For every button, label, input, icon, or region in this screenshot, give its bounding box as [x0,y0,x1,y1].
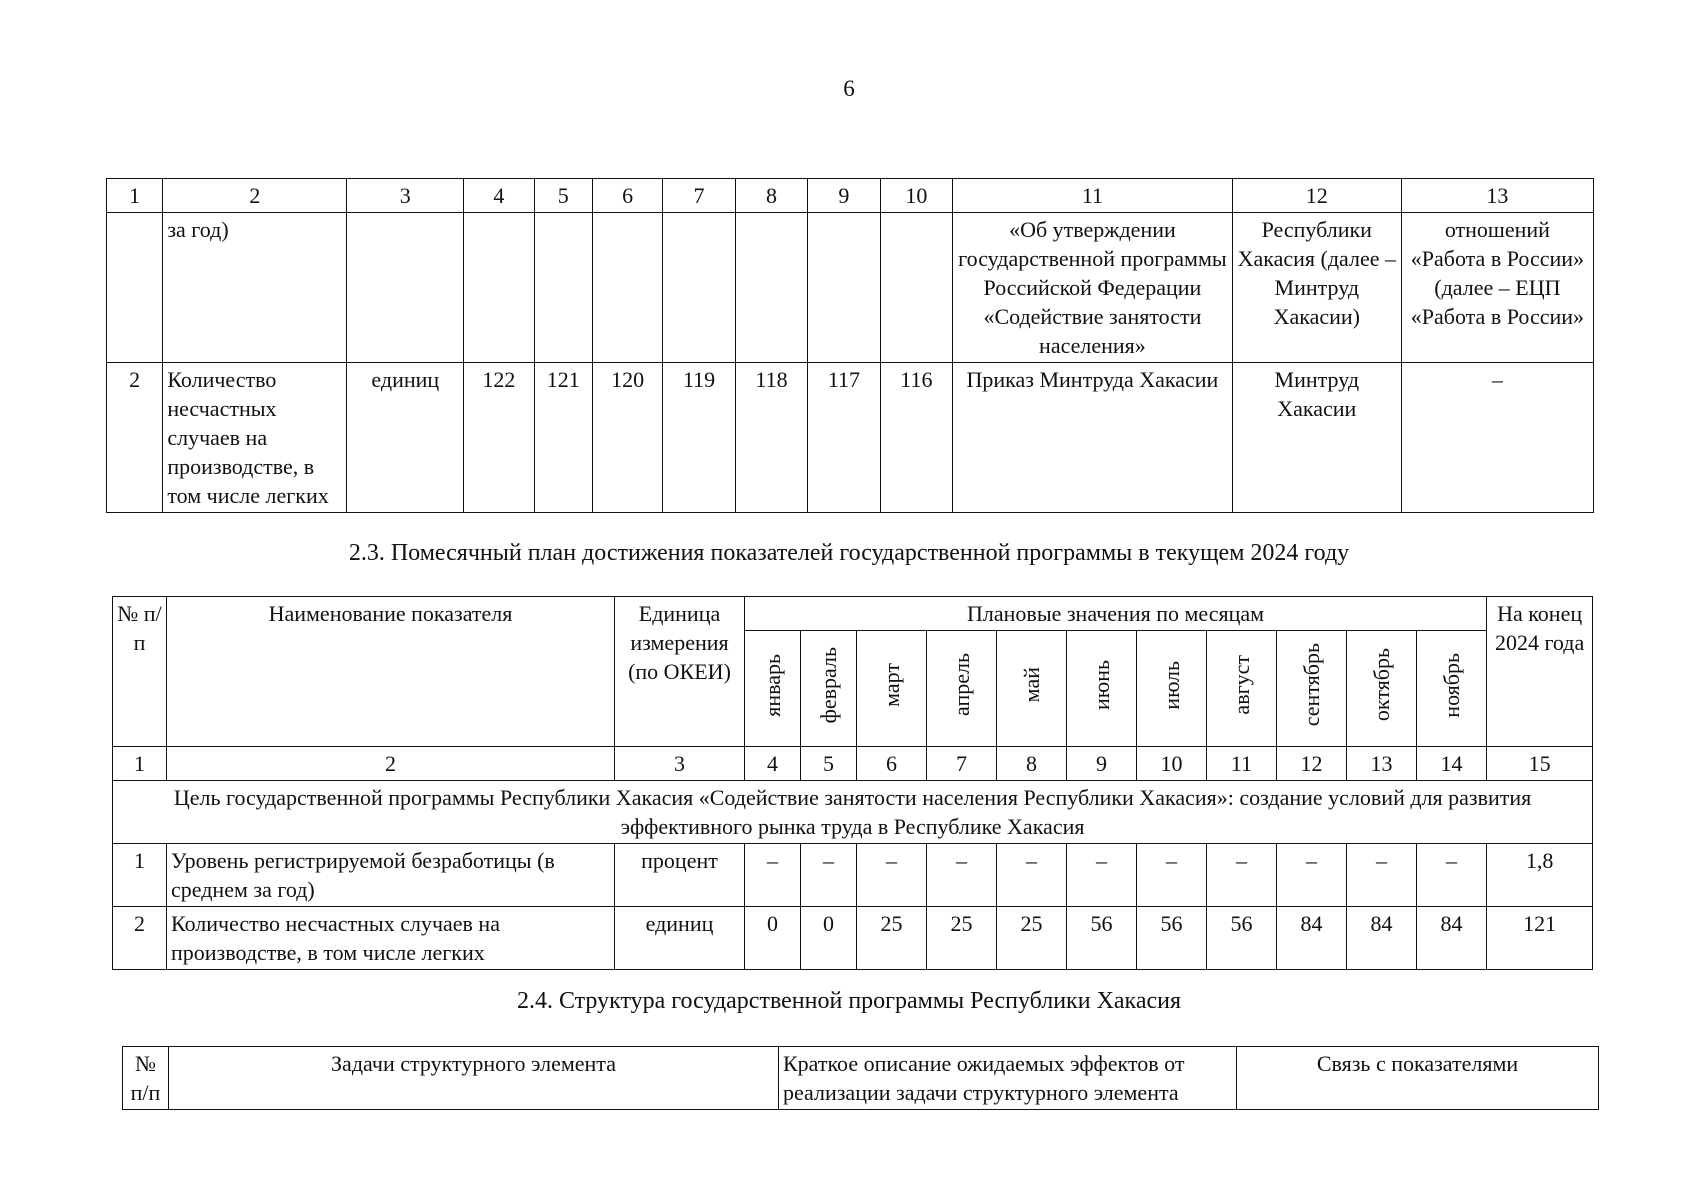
header-unit: Единица измерения (по ОКЕИ) [615,597,745,747]
row-number: 1 [113,844,167,907]
value-cell: 119 [663,363,735,513]
col-number: 5 [801,747,857,781]
indicator-name-cell: Уровень регистрируемой безработицы (в среднем за год) [167,844,615,907]
indicators-table-continued [106,178,1594,513]
page-number: 6 [843,76,855,101]
month-value: – [1347,844,1417,907]
month-value: – [857,844,927,907]
column-number-row [107,179,1594,213]
month-header: июль [1137,631,1207,747]
month-header: сентябрь [1277,631,1347,747]
table-row [107,363,1594,513]
info-system-cell: отношений «Работа в России» (далее – ЕЦП «Работа в России» [1401,213,1593,363]
month-header: ноябрь [1417,631,1487,747]
table-row [113,907,1593,970]
month-value: – [927,844,997,907]
header-num: № п/п [113,597,167,747]
responsible-cell: Минтруд Хакасии [1232,363,1401,513]
col-number: 4 [745,747,801,781]
col-number: 2 [167,747,615,781]
col-number: 13 [1347,747,1417,781]
month-value: 84 [1417,907,1487,970]
unit-cell: процент [615,844,745,907]
month-value: – [1207,844,1277,907]
month-value: 0 [745,907,801,970]
month-value: – [745,844,801,907]
month-value: 25 [997,907,1067,970]
col-number: 13 [1401,179,1593,213]
col-number: 1 [113,747,167,781]
value-cell: 122 [464,363,534,513]
row-number: 2 [113,907,167,970]
col-number: 11 [953,179,1233,213]
month-value: 56 [1067,907,1137,970]
header-tasks: Задачи структурного элемента [169,1047,779,1110]
month-value: 25 [857,907,927,970]
col-number: 15 [1487,747,1593,781]
month-header: октябрь [1347,631,1417,747]
value-cell: 118 [735,363,807,513]
month-value: 25 [927,907,997,970]
month-value: – [1417,844,1487,907]
table-row [107,213,1594,363]
col-number: 10 [1137,747,1207,781]
month-value: – [1067,844,1137,907]
goal-row [113,781,1593,844]
col-number: 7 [927,747,997,781]
table-row [113,844,1593,907]
month-value: – [801,844,857,907]
month-header: март [857,631,927,747]
col-number: 9 [808,179,880,213]
col-number: 12 [1232,179,1401,213]
header-num: № п/п [123,1047,169,1110]
month-header: апрель [927,631,997,747]
col-number: 2 [163,179,347,213]
col-number: 11 [1207,747,1277,781]
col-number: 7 [663,179,735,213]
section-2-3-title: 2.3. Помесячный план достижения показателей государственной программы в текущем 2024 году [348,540,1350,566]
table-header-row [113,597,1593,631]
legal-basis-cell: «Об утверждении государственной программы Российской Федерации «Содействие занятости населения» [953,213,1233,363]
month-value: – [1137,844,1207,907]
header-indicator-name: Наименование показателя [167,597,615,747]
section-2-4-title: 2.4. Структура государственной программы Республики Хакасия [516,988,1182,1014]
unit-cell: единиц [347,363,464,513]
month-value: – [1277,844,1347,907]
col-number: 8 [997,747,1067,781]
col-number: 6 [592,179,662,213]
col-number: 3 [347,179,464,213]
program-structure-table [122,1046,1599,1110]
month-header: июнь [1067,631,1137,747]
col-number: 14 [1417,747,1487,781]
header-effects: Краткое описание ожидаемых эффектов от реализации задачи структурного элемента [779,1047,1237,1110]
row-number: 2 [107,363,163,513]
value-cell: 120 [592,363,662,513]
table-header-row [123,1047,1599,1110]
info-system-cell: – [1401,363,1593,513]
month-value: 84 [1347,907,1417,970]
monthly-plan-table [112,596,1593,970]
unit-cell: единиц [615,907,745,970]
indicator-name-cell: Количество несчастных случаев на производстве, в том числе легких [167,907,615,970]
month-header: август [1207,631,1277,747]
col-number: 9 [1067,747,1137,781]
indicator-name-cell: Количество несчастных случаев на производстве, в том числе легких [163,363,347,513]
col-number: 12 [1277,747,1347,781]
header-year-end: На конец 2024 года [1487,597,1593,747]
month-value: 56 [1137,907,1207,970]
col-number: 5 [534,179,592,213]
col-number: 10 [880,179,952,213]
col-number: 6 [857,747,927,781]
value-cell: 117 [808,363,880,513]
month-value: 84 [1277,907,1347,970]
col-number: 4 [464,179,534,213]
col-number: 1 [107,179,163,213]
col-number: 8 [735,179,807,213]
col-number: 3 [615,747,745,781]
year-end-value: 1,8 [1487,844,1593,907]
program-goal: Цель государственной программы Республики Хакасия «Содействие занятости населения Республики Хакасия»: создание условий для развития эффективного рынка труда в Республике Хакасия [113,781,1593,844]
header-planned-values: Плановые значения по месяцам [745,597,1487,631]
month-value: – [997,844,1067,907]
column-number-row [113,747,1593,781]
responsible-cell: Республики Хакасия (далее – Минтруд Хакасии) [1232,213,1401,363]
month-value: 56 [1207,907,1277,970]
month-header: февраль [801,631,857,747]
legal-basis-cell: Приказ Минтруда Хакасии [953,363,1233,513]
indicator-name-cell: за год) [163,213,347,363]
value-cell: 116 [880,363,952,513]
month-header: январь [745,631,801,747]
year-end-value: 121 [1487,907,1593,970]
header-indicator-links: Связь с показателями [1237,1047,1599,1110]
month-value: 0 [801,907,857,970]
value-cell: 121 [534,363,592,513]
month-header: май [997,631,1067,747]
